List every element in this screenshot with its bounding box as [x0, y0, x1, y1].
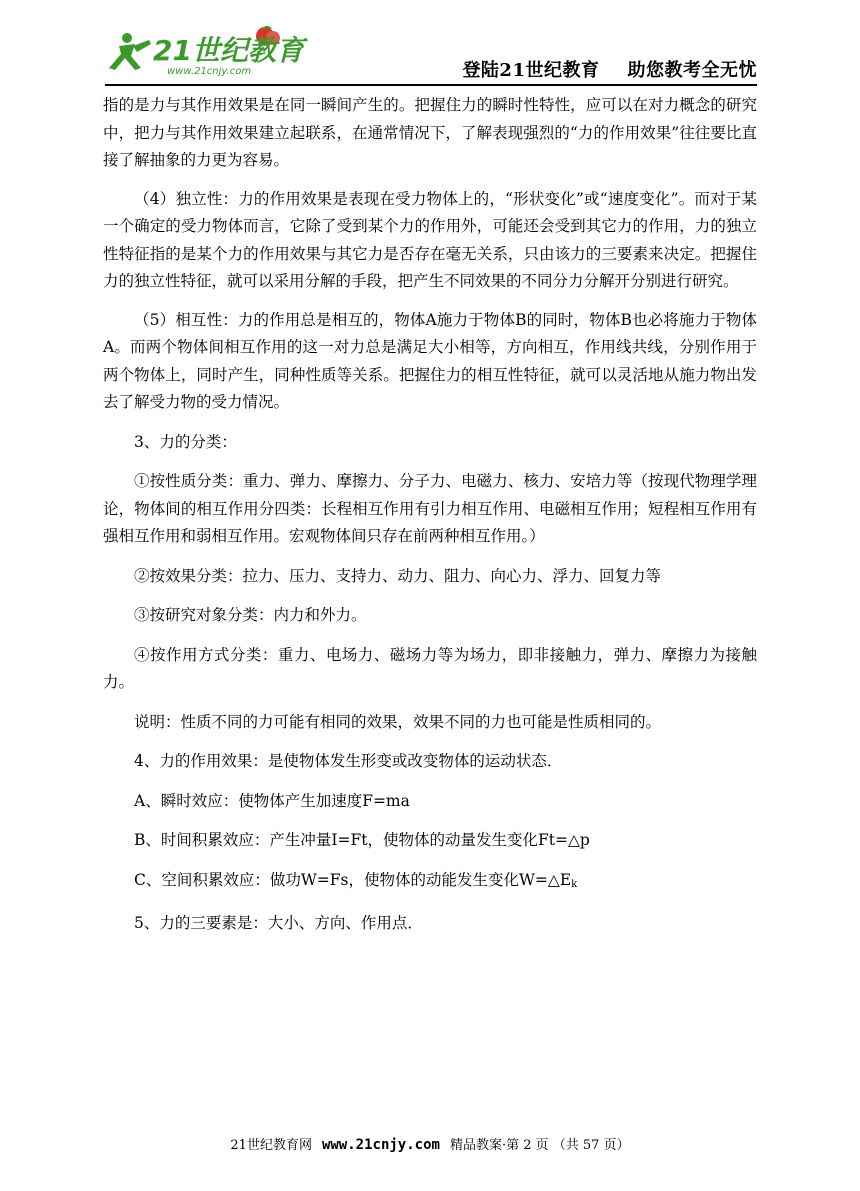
paragraph: ①按性质分类：重力、弹力、摩擦力、分子力、电磁力、核力、安培力等（按现代物理学理论，物体间的相互作用分四类：长程相互作用有引力相互作用、电磁相互作用；短程相互作用有强相互作用和弱相互作用。宏观物体间只存在前两种相互作用。）	[103, 472, 757, 545]
footer-left: 21世纪教育网	[230, 1138, 312, 1153]
page-header	[105, 18, 757, 80]
paragraph: ④按作用方式分类：重力、电场力、磁场力等为场力，即非接触力，弹力、摩擦力为接触力。	[103, 645, 757, 691]
paragraph: ③按研究对象分类：内力和外力。	[134, 606, 367, 624]
paragraph: 说明：性质不同的力可能有相同的效果，效果不同的力也可能是性质相同的。	[134, 712, 662, 731]
footer-site: www.21cnjy.com	[321, 1137, 440, 1153]
footer-page-info: 精品教案·第 2 页 （共 57 页）	[449, 1138, 630, 1153]
paragraph: 3、力的分类：	[134, 432, 237, 451]
page-footer	[0, 1134, 860, 1153]
logo-text: 21世纪教育	[153, 34, 304, 67]
slogan-right: 助您教考全无忧	[627, 60, 757, 81]
paragraph-text: C、空间积累效应：做功W=Fs，使物体的动能发生变化W=△E	[134, 870, 572, 889]
paragraph: 指的是力与其作用效果是在同一瞬间产生的。把握住力的瞬时性特性，应可以在对力概念的研究中，把力与其作用效果建立起联系，在通常情况下，了解表现强烈的“力的作用效果”往往要比直接了解抽象的力更为容易。	[103, 96, 757, 169]
paragraph: B、时间积累效应：产生冲量I=Ft，使物体的动量发生变化Ft=△p	[134, 831, 590, 849]
paragraph: （5）相互性：力的作用总是相互的，物体A施力于物体B的同时，物体B也必将施力于物体A。而两个物体间相互作用的这一对力总是满足大小相等，方向相互，作用线共线，分别作用于两个物体上，同时产生，同种性质等关系。把握住力的相互性特征，就可以灵活地从施力物出发去了解受力物的受力情况。	[103, 310, 757, 411]
subscript-k: k	[571, 878, 578, 890]
21cnjy-logo	[105, 26, 325, 78]
paragraph: （4）独立性：力的作用效果是表现在受力物体上的，“形状变化”或“速度变化”。而对于某一个确定的受力物体而言，它除了受到某个力的作用外，可能还会受到其它力的作用，力的独立性特征指的是某个力的作用效果与其它力是否存在毫无关系，只由该力的三要素来决定。把握住力的独立性特征，就可以采用分解的手段，把产生不同效果的不同分力分解开分别进行研究。	[103, 189, 757, 290]
logo-url: www.21cnjy.com	[167, 66, 252, 77]
header-slogan	[462, 56, 757, 82]
document-body	[103, 86, 757, 938]
paragraph: ②按效果分类：拉力、压力、支持力、动力、阻力、向心力、浮力、回复力等	[134, 566, 662, 585]
paragraph: 4、力的作用效果：是使物体发生形变或改变物体的运动状态．	[134, 752, 563, 770]
paragraph-with-subscript	[103, 867, 757, 899]
slogan-left: 登陆21世纪教育	[462, 60, 600, 81]
paragraph: 5、力的三要素是：大小、方向、作用点．	[134, 914, 423, 932]
paragraph: A、瞬时效应：使物体产生加速度F=ma	[134, 791, 410, 810]
